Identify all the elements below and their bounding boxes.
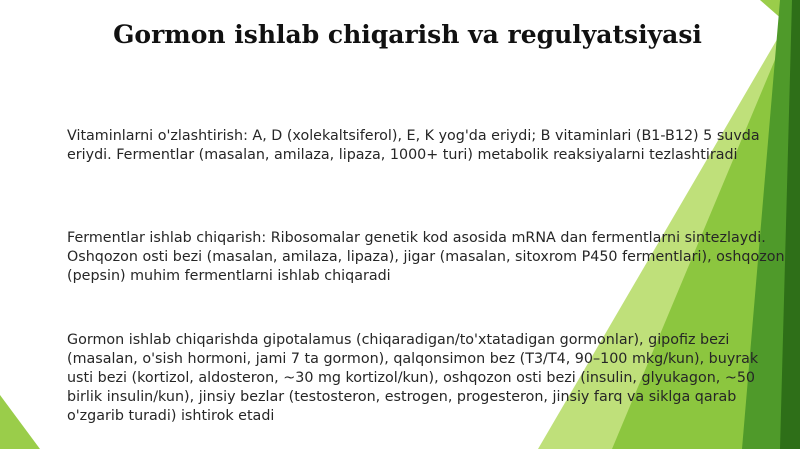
paragraph-vitamins: Vitaminlarni o'zlashtirish: A, D (xolekaltsiferol), E, K yog'da eriydi; B vitaminlari (B1-B12) 5 suvda eriydi. Fermentlar (masalan, amilaza, lipaza, 1000+ turi) metabolik reaksiyalarni tezlashtiradi bbox=[67, 128, 760, 163]
paragraph-hormones: Gormon ishlab chiqarishda gipotalamus (chiqaradigan/to'xtatadigan gormonlar), gipofiz bezi (masalan, o'sish hormoni, jami 7 ta gormon), qalqonsimon bez (T3/T4, 90–100 mkg/kun), buyrak usti bezi (kortizol, aldosteron, ~30 mg kortizol/kun), oshqozon osti bezi (insulin, glyukagon, ~50 birlik insulin/kun), jinsiy bezlar (testosteron, estrogen, progesteron, jinsiy farq va siklga qarab o'zgarib turadi) ishtirok etadi bbox=[67, 332, 759, 424]
slide-title: Gormon ishlab chiqarish va regulyatsiyasi bbox=[113, 20, 702, 49]
paragraph-enzymes: Fermentlar ishlab chiqarish: Ribosomalar genetik kod asosida mRNA dan fermentlarni sintezlaydi. Oshqozon osti bezi (masalan, amilaza, lipaza), jigar (masalan, sitoxrom P450 fermentlari), oshqozon (pepsin) muhim fermentlarni ishlab chiqaradi bbox=[67, 230, 785, 284]
